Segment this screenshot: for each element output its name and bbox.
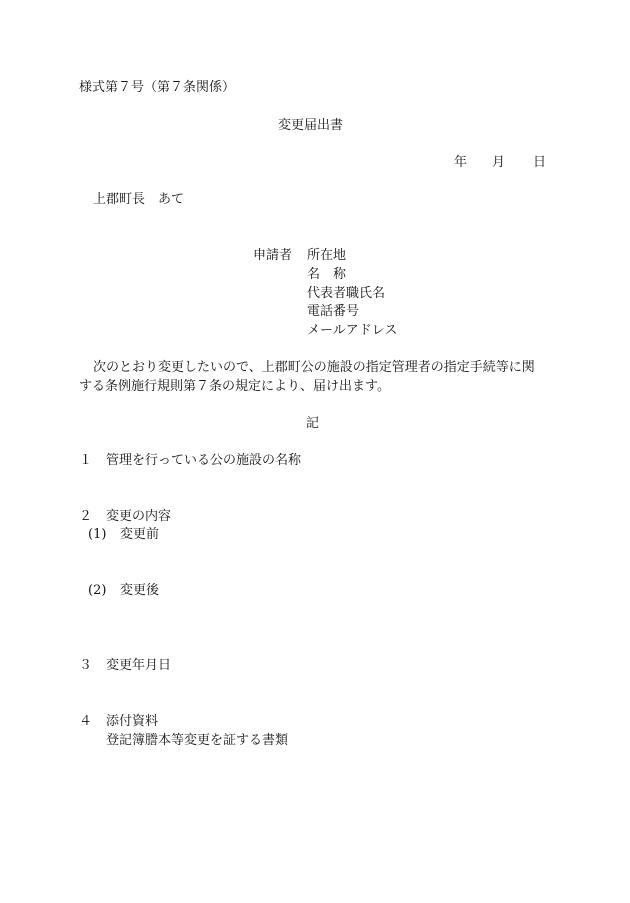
sub-item-2-label: 変更後 — [120, 583, 160, 598]
attachment-description: 登記簿謄本等変更を証する書類 — [106, 733, 289, 748]
item-3-number: ３ — [79, 658, 93, 673]
body-text-line-1: 次のとおり変更したいので、上郡町公の施設の指定管理者の指定手続等に関 — [93, 360, 535, 375]
item-2-label: 変更の内容 — [106, 509, 172, 524]
sub-item-1-number: (1) — [88, 527, 107, 542]
item-4-number: ４ — [79, 714, 93, 729]
applicant-address-label: 所在地 — [307, 248, 347, 263]
date-month: 月 — [492, 155, 506, 170]
sub-item-1-label: 変更前 — [120, 527, 160, 542]
form-id: 様式第７号（第７条関係） — [79, 80, 236, 95]
applicant-phone-label: 電話番号 — [307, 304, 360, 319]
document-title: 変更届出書 — [278, 118, 344, 133]
applicant-label: 申請者 — [253, 248, 293, 263]
sub-item-2-number: (2) — [88, 583, 107, 598]
applicant-representative-label: 代表者職氏名 — [307, 286, 386, 301]
applicant-email-label: メールアドレス — [307, 323, 398, 338]
body-text-line-2: する条例施行規則第７条の規定により、届け出ます。 — [79, 379, 390, 394]
ki-heading: 記 — [306, 416, 320, 431]
item-3-label: 変更年月日 — [106, 658, 172, 673]
item-4-label: 添付資料 — [106, 714, 159, 729]
date-day: 日 — [533, 155, 547, 170]
addressee: 上郡町長 あて — [93, 192, 185, 207]
date-year: 年 — [454, 155, 468, 170]
applicant-name-label: 名 称 — [307, 267, 347, 282]
item-1-number: １ — [79, 453, 93, 468]
item-1-label: 管理を行っている公の施設の名称 — [106, 453, 302, 468]
item-2-number: ２ — [79, 509, 93, 524]
